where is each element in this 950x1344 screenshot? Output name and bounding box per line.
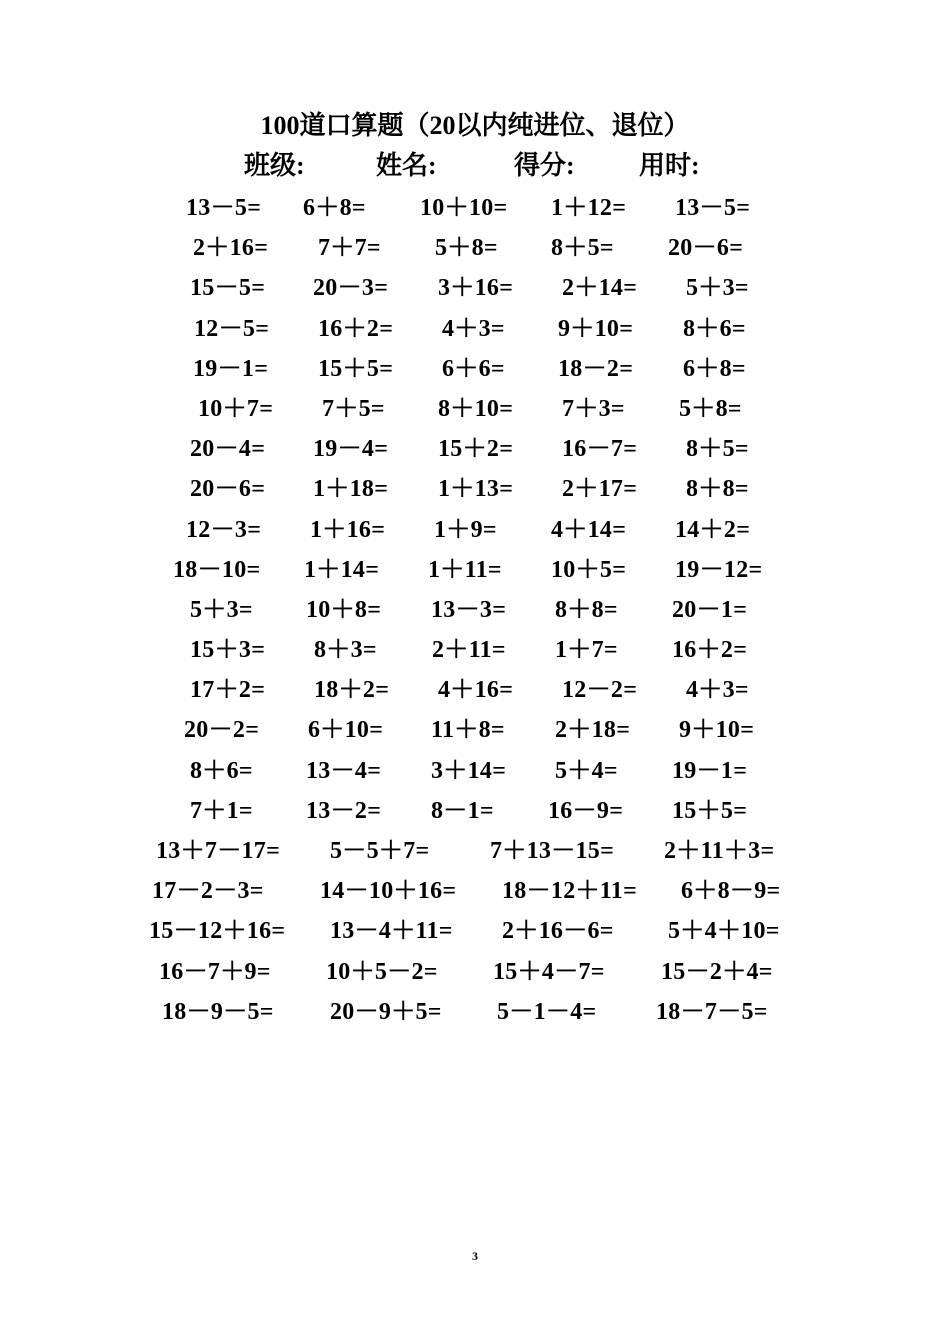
arithmetic-problem: 9＋10=: [679, 717, 755, 744]
arithmetic-problem: 13－5=: [675, 195, 751, 221]
problem-row: [0, 751, 950, 791]
time-label: 用时:: [639, 151, 700, 180]
arithmetic-problem: 8＋5=: [686, 436, 749, 463]
problem-row: [0, 268, 950, 308]
arithmetic-problem: 2＋11=: [432, 637, 506, 664]
arithmetic-problem: 18－12＋11=: [502, 878, 638, 905]
arithmetic-problem: 20－9＋5=: [330, 998, 442, 1025]
arithmetic-problem: 15－12＋16=: [149, 918, 286, 945]
arithmetic-problem: 1＋18=: [313, 476, 389, 503]
arithmetic-problem: 1＋9=: [434, 516, 497, 543]
arithmetic-problem: 10＋5－2=: [326, 958, 438, 985]
arithmetic-problem: 1＋14=: [304, 556, 380, 583]
arithmetic-problem: 20－3=: [313, 275, 389, 302]
arithmetic-problem: 19－4=: [313, 436, 389, 463]
problem-row: [0, 550, 950, 590]
arithmetic-problem: 8＋8=: [686, 476, 749, 503]
arithmetic-problem: 3＋16=: [438, 275, 514, 302]
problem-row: [0, 469, 950, 509]
arithmetic-problem: 5＋8=: [679, 395, 742, 422]
arithmetic-problem: 20－6=: [668, 235, 744, 262]
problem-row: [0, 429, 950, 469]
arithmetic-problem: 12－3=: [186, 516, 262, 543]
arithmetic-problem: 12－2=: [562, 677, 638, 704]
arithmetic-problem: 12－5=: [194, 315, 270, 342]
arithmetic-problem: 14＋2=: [675, 516, 751, 543]
arithmetic-problem: 8－1=: [431, 797, 494, 824]
arithmetic-problem: 8＋3=: [314, 637, 377, 664]
problem-row: [0, 911, 950, 951]
arithmetic-problem: 20－2=: [184, 717, 260, 744]
problem-row: [0, 590, 950, 630]
problem-row: [0, 309, 950, 349]
arithmetic-problem: 7＋3=: [562, 395, 625, 422]
arithmetic-problem: 18＋2=: [314, 677, 390, 704]
arithmetic-problem: 4＋3=: [442, 315, 505, 342]
arithmetic-problem: 6＋8－9=: [681, 878, 781, 905]
arithmetic-problem: 13＋7－17=: [156, 838, 281, 864]
problem-row: [0, 992, 950, 1032]
problem-row: [0, 791, 950, 831]
arithmetic-problem: 8＋8=: [555, 596, 618, 623]
problem-row: [0, 670, 950, 710]
arithmetic-problem: 15＋5=: [318, 355, 394, 382]
arithmetic-problem: 2＋14=: [562, 275, 638, 302]
arithmetic-problem: 1＋7=: [555, 637, 618, 664]
arithmetic-problem: 15＋5=: [672, 797, 748, 824]
arithmetic-problem: 9＋10=: [558, 315, 634, 342]
arithmetic-problem: 13－4＋11=: [330, 918, 453, 945]
arithmetic-problem: 5－5＋7=: [330, 838, 430, 864]
problem-row: [0, 831, 950, 871]
arithmetic-problem: 2＋17=: [562, 476, 638, 503]
arithmetic-problem: 6＋8=: [683, 355, 746, 382]
arithmetic-problem: 2＋18=: [555, 717, 631, 744]
student-info-row: [0, 148, 950, 184]
arithmetic-problem: 8＋6=: [190, 757, 253, 784]
arithmetic-problem: 3＋14=: [431, 757, 507, 784]
arithmetic-problem: 19－12=: [675, 556, 763, 583]
score-label: 得分:: [514, 151, 575, 180]
arithmetic-problem: 5＋3=: [686, 275, 749, 302]
page-number: 3: [472, 1249, 478, 1263]
problem-row: [0, 510, 950, 550]
arithmetic-problem: 5＋4＋10=: [668, 918, 780, 945]
name-label: 姓名:: [376, 151, 437, 180]
arithmetic-problem: 4＋14=: [551, 516, 627, 543]
arithmetic-problem: 5＋4=: [555, 757, 618, 784]
arithmetic-problem: 8＋6=: [683, 315, 746, 342]
arithmetic-problem: 16－7=: [562, 436, 638, 463]
arithmetic-problem: 20－1=: [672, 596, 748, 623]
problem-row: [0, 871, 950, 911]
arithmetic-problem: 8＋10=: [438, 395, 514, 422]
arithmetic-problem: 16＋2=: [318, 315, 394, 342]
arithmetic-problem: 2＋16－6=: [502, 918, 614, 945]
arithmetic-problem: 15＋3=: [190, 637, 266, 664]
arithmetic-problem: 1＋13=: [438, 476, 514, 503]
arithmetic-problem: 5＋3=: [190, 596, 253, 623]
arithmetic-problem: 5＋8=: [435, 235, 498, 262]
arithmetic-problem: 20－4=: [190, 436, 266, 463]
arithmetic-problem: 15＋4－7=: [493, 958, 605, 985]
arithmetic-problem: 16＋2=: [672, 637, 748, 664]
arithmetic-problem: 15－5=: [190, 275, 266, 302]
problem-row: [0, 349, 950, 389]
arithmetic-problem: 18－2=: [558, 355, 634, 382]
problem-row: [0, 188, 950, 228]
arithmetic-problem: 11＋8=: [431, 717, 505, 744]
arithmetic-problem: 13－3=: [431, 596, 507, 623]
arithmetic-problem: 4＋3=: [686, 677, 749, 704]
arithmetic-problem: 1＋12=: [551, 195, 627, 221]
arithmetic-problem: 16－9=: [548, 797, 624, 824]
arithmetic-problem: 19－1=: [193, 355, 269, 382]
arithmetic-problem: 20－6=: [190, 476, 266, 503]
arithmetic-problem: 7＋7=: [318, 235, 381, 262]
arithmetic-problem: 10＋5=: [551, 556, 627, 583]
arithmetic-problem: 13－5=: [186, 195, 262, 221]
arithmetic-problem: 10＋8=: [306, 596, 382, 623]
arithmetic-problem: 8＋5=: [551, 235, 614, 262]
arithmetic-problem: 6＋10=: [308, 717, 384, 744]
arithmetic-problem: 16－7＋9=: [159, 958, 271, 985]
worksheet-title: 100道口算题（20以内纯进位、退位）: [260, 111, 690, 140]
arithmetic-problem: 6＋6=: [442, 355, 505, 382]
arithmetic-problem: 18－9－5=: [162, 998, 274, 1025]
class-label: 班级:: [244, 151, 305, 180]
arithmetic-problem: 7＋1=: [190, 797, 253, 824]
arithmetic-problem: 10＋7=: [198, 395, 274, 422]
arithmetic-problem: 1＋16=: [310, 516, 386, 543]
problem-row: [0, 228, 950, 268]
arithmetic-problem: 19－1=: [672, 757, 748, 784]
arithmetic-problem: 13－4=: [306, 757, 382, 784]
problem-row: [0, 952, 950, 992]
arithmetic-problem: 7＋13－15=: [490, 838, 615, 864]
arithmetic-problem: 18－10=: [173, 556, 261, 583]
arithmetic-problem: 2＋11＋3=: [664, 838, 775, 864]
arithmetic-problem: 15＋2=: [438, 436, 514, 463]
arithmetic-problem: 10＋10=: [420, 195, 508, 221]
arithmetic-problem: 13－2=: [306, 797, 382, 824]
arithmetic-problem: 5－1－4=: [497, 998, 597, 1025]
arithmetic-problem: 17＋2=: [190, 677, 266, 704]
arithmetic-problem: 7＋5=: [322, 395, 385, 422]
arithmetic-problem: 17－2－3=: [152, 878, 264, 905]
problem-row: [0, 630, 950, 670]
problem-row: [0, 389, 950, 429]
arithmetic-problem: 14－10＋16=: [320, 878, 457, 905]
problem-row: [0, 710, 950, 750]
problem-grid: [0, 188, 950, 1032]
arithmetic-problem: 1＋11=: [428, 556, 502, 583]
arithmetic-problem: 15－2＋4=: [661, 958, 773, 985]
arithmetic-problem: 18－7－5=: [656, 998, 768, 1025]
arithmetic-problem: 6＋8=: [303, 195, 366, 221]
arithmetic-problem: 2＋16=: [193, 235, 269, 262]
arithmetic-problem: 4＋16=: [438, 677, 514, 704]
